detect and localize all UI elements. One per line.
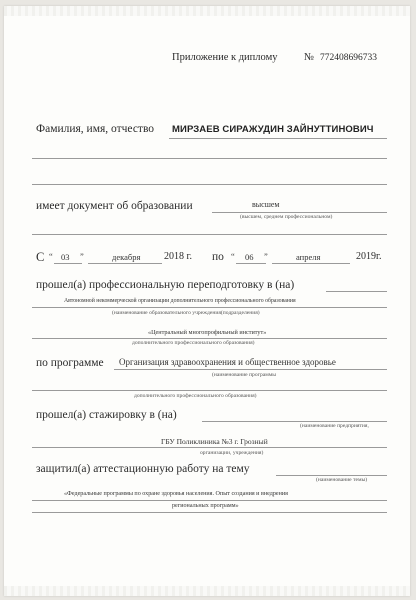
program-label: по программе bbox=[36, 357, 104, 369]
internship-org-underline bbox=[32, 447, 387, 448]
internship-caption: (наименование предприятия, bbox=[300, 423, 369, 429]
retraining-org-line2: «Центральный многопрофильный институт» bbox=[148, 329, 267, 336]
period-to-quote-close: ” bbox=[264, 251, 268, 261]
diploma-appendix-page bbox=[4, 6, 410, 596]
period-to-quote-open: “ bbox=[231, 251, 235, 261]
period-from-day-underline bbox=[54, 263, 82, 264]
program-caption2: дополнительного профессионального образования) bbox=[134, 393, 257, 399]
retraining-org-line1-underline bbox=[32, 307, 387, 308]
diploma-number: 772408696733 bbox=[320, 53, 377, 63]
thesis-title-line2-underline bbox=[32, 512, 387, 513]
period-from-quote-open: “ bbox=[49, 251, 53, 261]
fullname-line-2 bbox=[32, 158, 387, 159]
period-from-year: 2018 г. bbox=[164, 251, 192, 262]
internship-org: ГБУ Поликлиника №3 г. Грозный bbox=[161, 437, 268, 446]
fullname-value: МИРЗАЕВ СИРАЖУДИН ЗАЙНУТТИНОВИЧ bbox=[172, 124, 374, 135]
number-sign: № bbox=[304, 52, 315, 63]
retraining-underline bbox=[326, 291, 387, 292]
page-bottom-edge bbox=[4, 586, 410, 596]
page-top-edge bbox=[4, 6, 410, 16]
education-caption: (высшем, среднем профессиональном) bbox=[240, 214, 333, 220]
program-caption: (наименование программы bbox=[212, 372, 277, 378]
period-from-label: С bbox=[36, 250, 45, 264]
education-underline bbox=[212, 212, 387, 213]
period-from-month-underline bbox=[88, 263, 162, 264]
fullname-label: Фамилия, имя, отчество bbox=[36, 123, 155, 135]
appendix-label: Приложение к диплому bbox=[172, 52, 278, 63]
period-to-day-underline bbox=[236, 263, 266, 264]
education-line-2 bbox=[32, 234, 387, 235]
thesis-caption: (наименование темы) bbox=[316, 477, 368, 483]
period-to-month-underline bbox=[272, 263, 350, 264]
internship-caption2: организации, учреждения) bbox=[200, 450, 264, 456]
internship-underline bbox=[202, 421, 387, 422]
retraining-label: прошел(а) профессиональную переподготовку в (на) bbox=[36, 279, 295, 291]
program-underline bbox=[114, 369, 387, 370]
period-to-month: апреля bbox=[296, 252, 321, 262]
retraining-org-line1: Автономной некоммерческой организации дополнительного профессионального образования bbox=[64, 298, 296, 304]
thesis-underline bbox=[276, 475, 387, 476]
education-value: высшем bbox=[252, 200, 280, 209]
period-to-label: по bbox=[212, 251, 224, 263]
retraining-org-line2-underline bbox=[32, 338, 387, 339]
thesis-title-line2: региональных программ» bbox=[172, 503, 239, 509]
retraining-org-caption2: дополнительного профессионального образования) bbox=[132, 340, 255, 346]
thesis-title-line1: «Федеральные программы по охране здоровья населения. Опыт создания и внедрения bbox=[64, 491, 288, 497]
internship-label: прошел(а) стажировку в (на) bbox=[36, 409, 177, 421]
program-value: Организация здравоохранения и общественное здоровье bbox=[119, 357, 336, 367]
thesis-label: защитил(а) аттестационную работу на тему bbox=[36, 463, 250, 475]
period-from-quote-close: ” bbox=[80, 251, 84, 261]
thesis-title-line1-underline bbox=[32, 500, 387, 501]
education-label: имеет документ об образовании bbox=[36, 200, 193, 212]
program-line-2 bbox=[32, 390, 387, 391]
fullname-line-3 bbox=[32, 184, 387, 185]
fullname-underline bbox=[169, 138, 387, 139]
period-from-month: декабря bbox=[112, 252, 141, 262]
retraining-org-caption1: (наименование образовательного учреждения(подразделения) bbox=[112, 310, 260, 316]
period-to-year: 2019г. bbox=[356, 251, 382, 262]
period-from-day: 03 bbox=[61, 252, 70, 262]
period-to-day: 06 bbox=[245, 252, 254, 262]
